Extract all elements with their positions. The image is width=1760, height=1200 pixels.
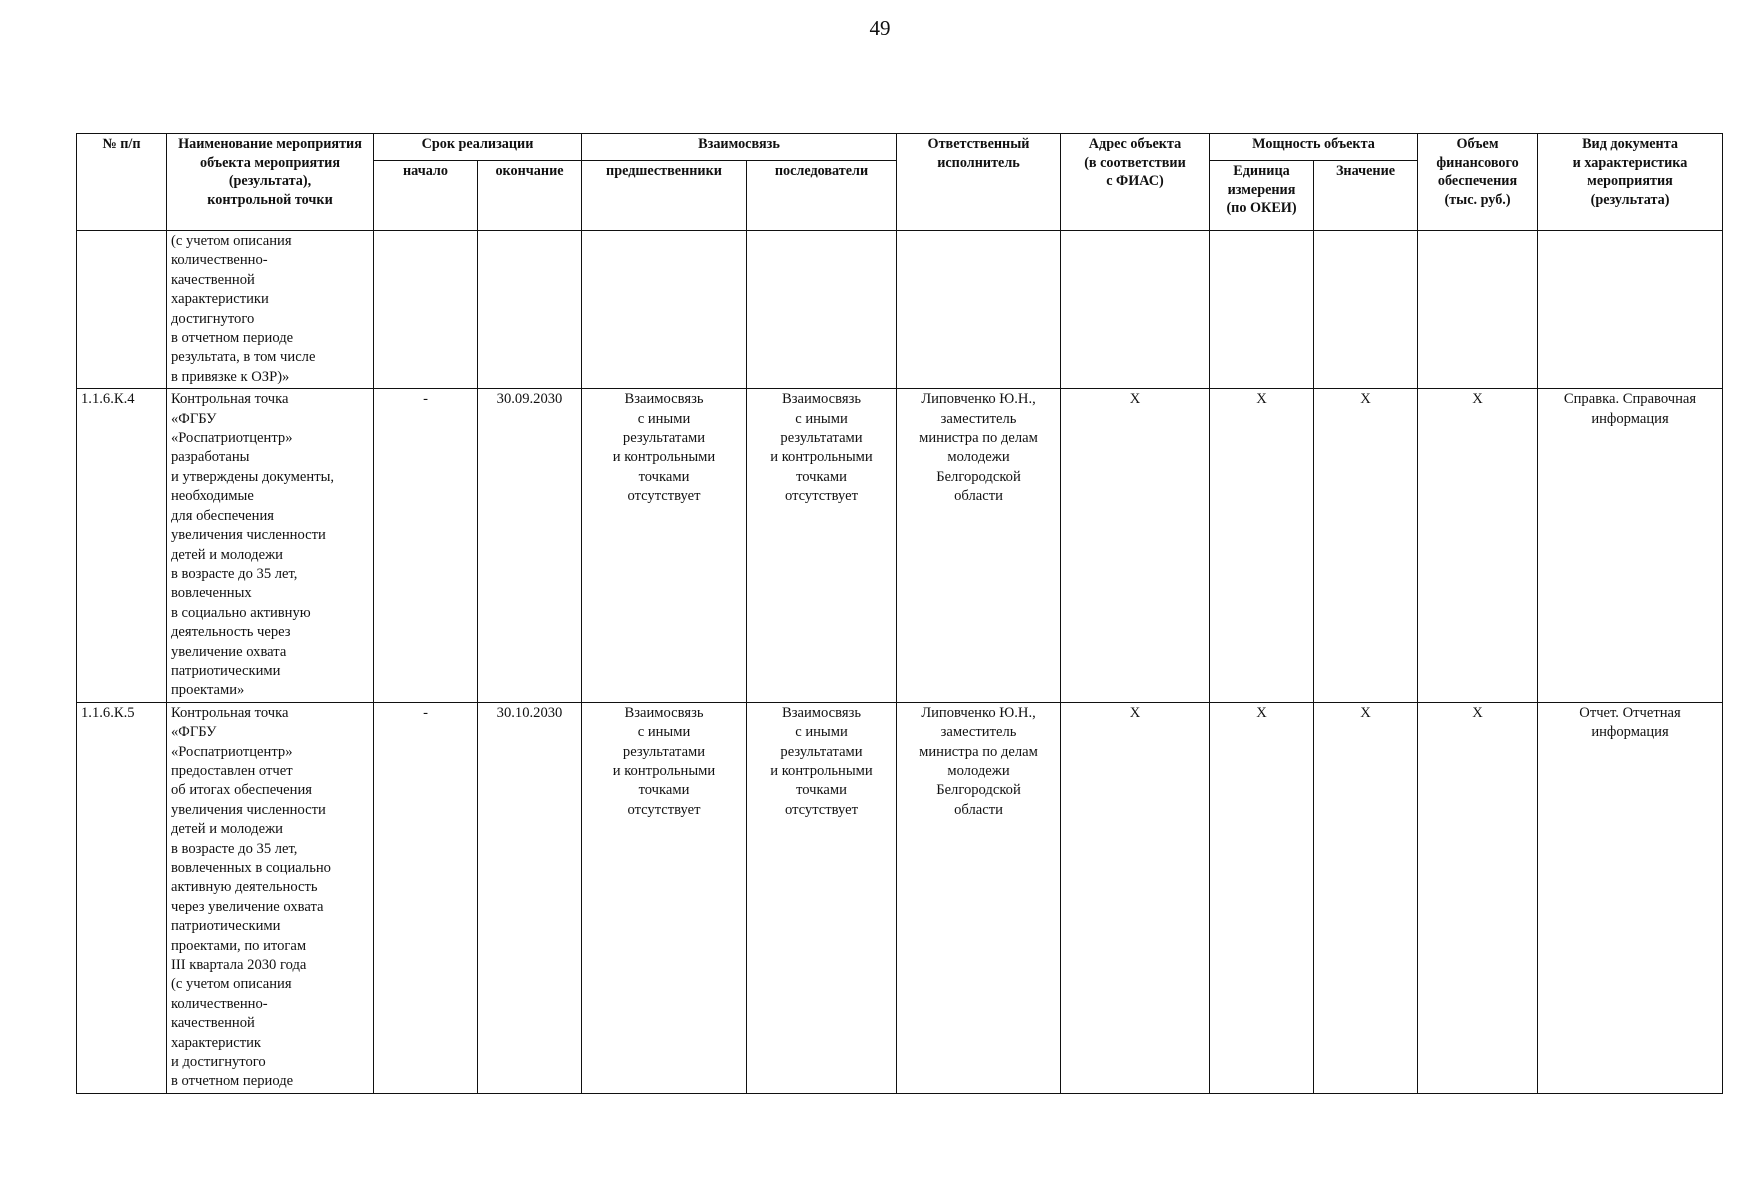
table-row [77,702,1723,1093]
cell-num: 1.1.6.К.5 [77,702,167,1093]
cell-start: - [374,389,478,703]
header-successors: последователи [747,161,897,231]
cell-successors: Взаимосвязь с иными результатами и контрольными точками отсутствует [747,702,897,1093]
header-responsible: Ответственный исполнитель [897,134,1061,231]
header-end: окончание [478,161,582,231]
header-link: Взаимосвязь [582,134,897,161]
cell-predecessors: Взаимосвязь с иными результатами и контрольными точками отсутствует [582,702,747,1093]
cell-address [1061,231,1210,389]
cell-value: X [1314,702,1418,1093]
header-value: Значение [1314,161,1418,231]
cell-doc-type: Отчет. Отчетная информация [1538,702,1723,1093]
cell-name: Контрольная точка «ФГБУ «Роспатриотцентр» разработаны и утверждены документы, необходимые для обеспечения увеличения численности детей и молодежи в возрасте до 35 лет, вовлеченных в социально активную деятельность через увеличение охвата патриотическими проектами» [167,389,374,703]
cell-num: 1.1.6.К.4 [77,389,167,703]
header-num: № п/п [77,134,167,231]
cell-doc-type [1538,231,1723,389]
cell-responsible: Липовченко Ю.Н., заместитель министра по делам молодежи Белгородской области [897,702,1061,1093]
cell-num [77,231,167,389]
cell-unit: X [1210,389,1314,703]
header-name: Наименование мероприятия объекта мероприятия (результата), контрольной точки [167,134,374,231]
cell-name: (с учетом описания количественно- качественной характеристики достигнутого в отчетном периоде результата, в том числе в привязке к ОЗР)» [167,231,374,389]
activities-table [76,133,1723,1094]
cell-address: X [1061,389,1210,703]
cell-successors: Взаимосвязь с иными результатами и контрольными точками отсутствует [747,389,897,703]
cell-finance: X [1418,702,1538,1093]
cell-address: X [1061,702,1210,1093]
cell-unit: X [1210,702,1314,1093]
header-finance: Объем финансового обеспечения (тыс. руб.) [1418,134,1538,231]
header-capacity: Мощность объекта [1210,134,1418,161]
cell-name: Контрольная точка «ФГБУ «Роспатриотцентр» предоставлен отчет об итогах обеспечения увеличения численности детей и молодежи в возрасте до 35 лет, вовлеченных в социально активную деятельность через увеличение охвата патриотическими проектами, по итогам III квартала 2030 года (с учетом описания количественно- качественной характеристик и достигнутого в отчетном периоде [167,702,374,1093]
table-row [77,231,1723,389]
header-predecessors: предшественники [582,161,747,231]
cell-end: 30.10.2030 [478,702,582,1093]
header-period: Срок реализации [374,134,582,161]
page-number: 49 [869,16,891,40]
cell-unit [1210,231,1314,389]
header-address: Адрес объекта (в соответствии с ФИАС) [1061,134,1210,231]
cell-responsible: Липовченко Ю.Н., заместитель министра по делам молодежи Белгородской области [897,389,1061,703]
cell-end [478,231,582,389]
table-row [77,389,1723,703]
cell-doc-type: Справка. Справочная информация [1538,389,1723,703]
cell-end: 30.09.2030 [478,389,582,703]
cell-value [1314,231,1418,389]
cell-value: X [1314,389,1418,703]
cell-responsible [897,231,1061,389]
header-doc-type: Вид документа и характеристика мероприятия (результата) [1538,134,1723,231]
cell-predecessors: Взаимосвязь с иными результатами и контрольными точками отсутствует [582,389,747,703]
cell-start [374,231,478,389]
cell-finance [1418,231,1538,389]
cell-successors [747,231,897,389]
cell-start: - [374,702,478,1093]
header-unit: Единица измерения (по ОКЕИ) [1210,161,1314,231]
cell-finance: X [1418,389,1538,703]
cell-predecessors [582,231,747,389]
header-start: начало [374,161,478,231]
